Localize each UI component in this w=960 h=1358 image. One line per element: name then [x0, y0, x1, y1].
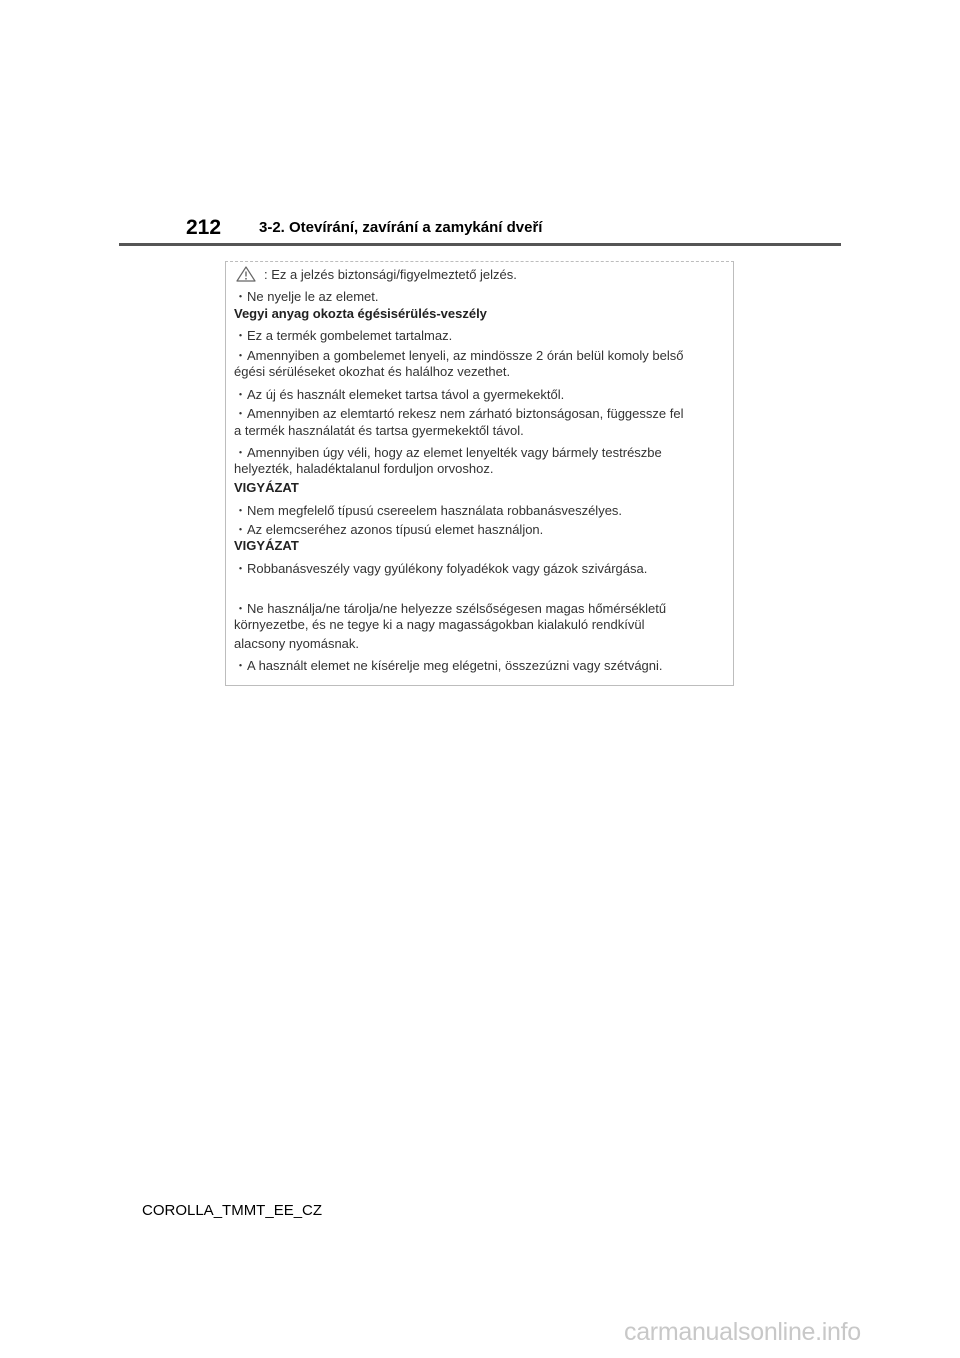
- page-number: 212: [186, 216, 222, 239]
- warning-text-line: ・Robbanásveszély vagy gyúlékony folyadékok vagy gázok szivárgása.: [234, 561, 648, 576]
- warning-text-line: ・Az elemcseréhez azonos típusú elemet használjon.: [234, 522, 544, 537]
- warning-triangle-icon: [236, 266, 256, 282]
- warning-text-line: ・A használt elemet ne kísérelje meg elégetni, összezúzni vagy szétvágni.: [234, 658, 663, 673]
- warning-text-line: ・Ne nyelje le az elemet.: [234, 289, 379, 304]
- warning-text-line: helyezték, haladéktalanul forduljon orvoshoz.: [234, 461, 494, 476]
- warning-text-line: környezetbe, és ne tegye ki a nagy magasságokban kialakuló rendkívül: [234, 617, 645, 632]
- warning-text-line: égési sérüléseket okozhat és halálhoz vezethet.: [234, 364, 511, 379]
- warning-heading: Vegyi anyag okozta égésisérülés-veszély: [234, 306, 487, 321]
- warning-text-line: ・Az új és használt elemeket tartsa távol a gyermekektől.: [234, 387, 565, 402]
- watermark: carmanualsonline.info: [624, 1318, 861, 1346]
- warning-text-line: ・Nem megfelelő típusú csereelem használata robbanásveszélyes.: [234, 503, 623, 518]
- warning-text-line: ・Amennyiben úgy véli, hogy az elemet lenyelték vagy bármely testrészbe: [234, 445, 662, 460]
- caution-heading: VIGYÁZAT: [234, 538, 299, 553]
- warning-box: [225, 261, 734, 686]
- warning-text-line: ・Ez a termék gombelemet tartalmaz.: [234, 328, 453, 343]
- warning-text-line: ・Amennyiben az elemtartó rekesz nem zárható biztonságosan, függessze fel: [234, 406, 684, 421]
- footer-code: COROLLA_TMMT_EE_CZ: [142, 1202, 323, 1219]
- caution-heading: VIGYÁZAT: [234, 480, 299, 495]
- warning-symbol-line: [236, 266, 517, 282]
- warning-text-line: ・Ne használja/ne tárolja/ne helyezze szélsőségesen magas hőmérsékletű: [234, 601, 667, 616]
- warning-text-line: a termék használatát és tartsa gyermekektől távol.: [234, 423, 524, 438]
- section-title: 3-2. Otevírání, zavírání a zamykání dveří: [259, 219, 543, 236]
- warning-symbol-description: : Ez a jelzés biztonsági/figyelmeztető jelzés.: [264, 266, 517, 282]
- header-rule: [119, 243, 841, 246]
- warning-text-line: alacsony nyomásnak.: [234, 636, 360, 651]
- warning-text-line: ・Amennyiben a gombelemet lenyeli, az mindössze 2 órán belül komoly belső: [234, 348, 684, 363]
